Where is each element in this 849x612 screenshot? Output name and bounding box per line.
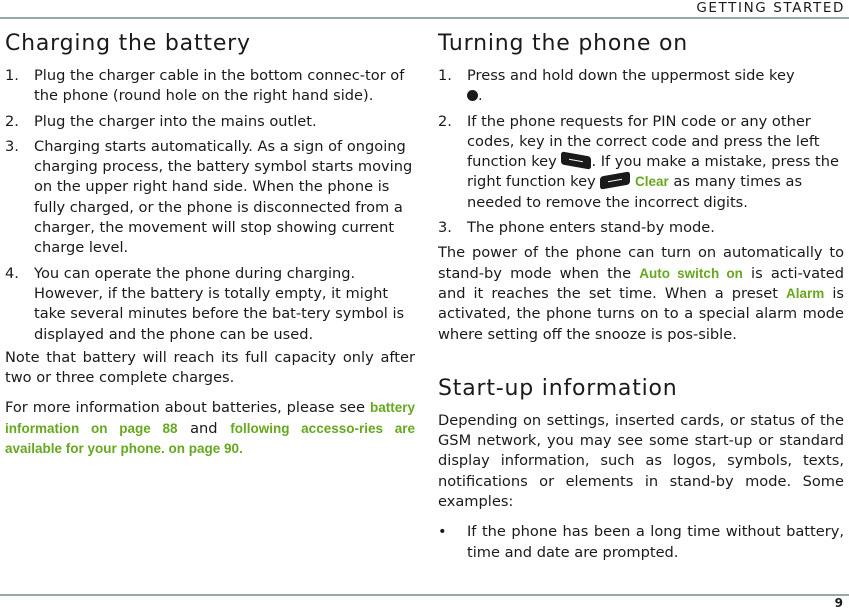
list-item xyxy=(5,66,415,107)
charging-title: Charging the battery xyxy=(5,31,251,56)
left-function-key-icon xyxy=(561,152,591,170)
step-number: 3. xyxy=(438,219,452,237)
list-item xyxy=(438,522,844,563)
list-item xyxy=(5,264,415,345)
header-rule xyxy=(0,17,849,19)
turning-on-title: Turning the phone on xyxy=(438,31,688,56)
step-text: You can operate the phone during charging. However, if the battery is totally empty, it might take several minutes before the bat-tery symbol is displayed and the phone can be used. xyxy=(34,264,405,343)
side-key-icon xyxy=(467,90,478,101)
list-item xyxy=(5,137,415,259)
auto-power-paragraph xyxy=(438,243,844,344)
step-number: 2. xyxy=(5,112,19,130)
footer-rule xyxy=(0,594,849,596)
step-text: Charging starts automatically. As a sign of ongoing charging process, the battery symbol starts moving on the upper right hand side. When the phone is fully charged, or the phone is disconnected from a charger, the movement will stop showing current charge level. xyxy=(34,137,413,257)
paragraph-text: is acti-vated and it reaches the set time. When a preset xyxy=(438,264,844,302)
step-number: 1. xyxy=(5,67,19,84)
startup-title: Start-up information xyxy=(438,375,678,401)
step-number: 4. xyxy=(5,264,19,282)
charging-steps xyxy=(5,66,415,345)
charge-note: Note that battery will reach its full capacity only after two or three complete charges. xyxy=(5,348,415,387)
step-number: 2. xyxy=(438,112,452,130)
startup-paragraph: Depending on settings, inserted cards, or status of the GSM network, you may see some start-up or standard display information, such as logos, symbols, texts, notifications or elements in stand-by mode. Some examples: xyxy=(438,411,844,511)
step-text: Press and hold down the uppermost side key xyxy=(467,67,795,84)
left-column xyxy=(5,30,415,465)
paragraph-text: is activated, the phone turns on to a special alarm mode where setting off the snooze is pos-sible. xyxy=(438,284,844,343)
step-text: If the phone requests for PIN code or any other codes, key in the correct code and press the left function key xyxy=(467,112,820,171)
right-function-key-icon xyxy=(600,172,630,190)
bullet-text: If the phone has been a long time without battery, time and date are prompted. xyxy=(467,523,844,561)
right-column xyxy=(438,30,844,563)
step-text: as many times as needed to remove the incorrect digits. xyxy=(467,173,803,211)
page-number: 9 xyxy=(834,596,843,610)
clear-label: Clear xyxy=(635,174,669,190)
step-end: . xyxy=(478,87,483,105)
more-info xyxy=(5,398,415,459)
step-text: . If you make a mistake, press the right function key xyxy=(467,153,839,191)
paragraph-text: The power of the phone can turn on automatically to stand-by mode when the xyxy=(438,244,844,282)
step-text: Plug the charger into the mains outlet. xyxy=(34,112,317,130)
list-item xyxy=(438,112,844,213)
step-number: 1. xyxy=(438,67,452,84)
step-text: The phone enters stand-by mode. xyxy=(467,219,715,237)
list-item xyxy=(438,66,844,107)
list-item xyxy=(438,218,844,238)
running-header: GETTING STARTED xyxy=(696,0,845,16)
accessories-link[interactable]: following accesso-ries are available for your phone. on page 90. xyxy=(5,420,415,457)
step-text: Plug the charger cable in the bottom connec-tor of the phone (round hole on the right hand side). xyxy=(34,67,405,105)
alarm-label: Alarm xyxy=(786,285,825,301)
step-number: 3. xyxy=(5,137,19,155)
startup-bullets xyxy=(438,522,844,563)
battery-info-link[interactable]: battery information on page 88 xyxy=(5,400,415,436)
more-info-and: and xyxy=(177,419,231,437)
auto-switch-on-label: Auto switch on xyxy=(639,265,743,281)
list-item xyxy=(5,112,415,132)
more-info-text: For more information about batteries, please see xyxy=(5,399,370,417)
bullet-glyph: • xyxy=(438,523,447,541)
turning-on-steps xyxy=(438,66,844,238)
